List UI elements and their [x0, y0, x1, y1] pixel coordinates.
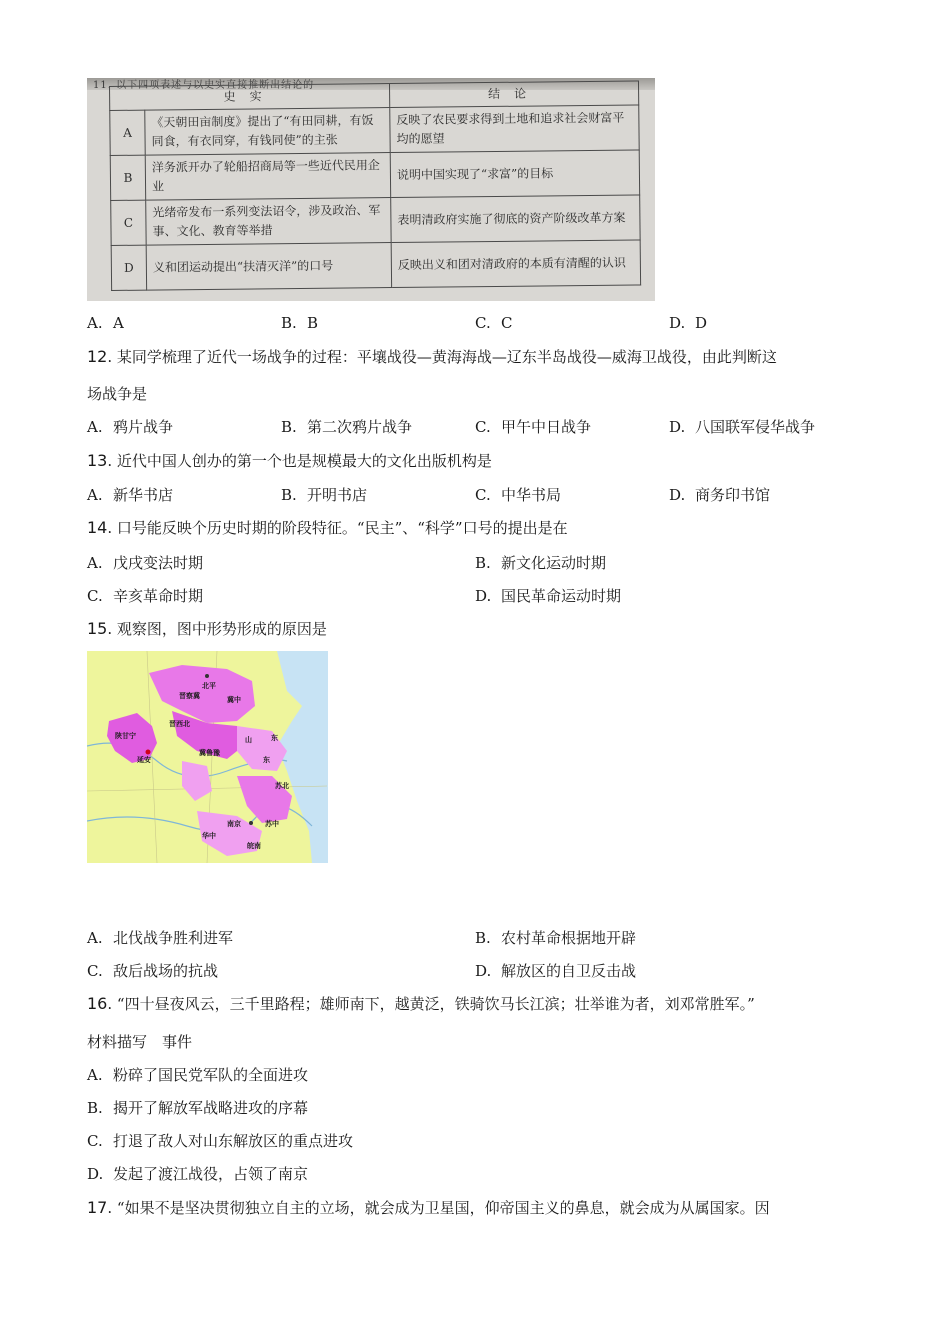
q15-option-a[interactable]: A. 北伐战争胜利进军	[87, 929, 234, 947]
q11-photo-caption: 11. 以下四项表述与以史实直接推断出结论的	[93, 80, 315, 91]
q15-map	[87, 651, 328, 863]
q11-option-a[interactable]: A. A	[87, 314, 124, 332]
q11-row	[110, 150, 639, 201]
q14-option-b[interactable]: B. 新文化运动时期	[475, 554, 607, 572]
q13-option-c[interactable]: C. 中华书局	[475, 486, 562, 504]
map-label-nanjing: 南京	[227, 820, 241, 828]
q11-row-conclusion: 反映出义和团对清政府的本质有清醒的认识	[391, 240, 640, 288]
q11-option-c[interactable]: C. C	[475, 314, 513, 332]
q11-table-photo	[87, 78, 655, 301]
map-label-shandong-shan: 山	[245, 736, 252, 744]
q15-number: 15	[87, 619, 108, 638]
q11-row-conclusion: 反映了农民要求得到土地和追求社会财富平均的愿望	[390, 105, 639, 153]
sea-area	[277, 651, 328, 863]
map-label-jinchaji: 晋察冀	[179, 692, 200, 700]
q11-row-conclusion: 表明清政府实施了彻底的资产阶级改革方案	[391, 195, 640, 243]
q13-number: 13	[87, 451, 108, 470]
q11-row-letter: A	[110, 110, 145, 155]
q15-stem: 15. 观察图，图中形势形成的原因是	[87, 619, 327, 638]
q14-option-d[interactable]: D. 国民革命运动时期	[475, 587, 622, 605]
q13-option-a[interactable]: A. 新华书店	[87, 486, 174, 504]
q15-option-c[interactable]: C. 敌后战场的抗战	[87, 962, 219, 980]
q15-option-d[interactable]: D. 解放区的自卫反击战	[475, 962, 637, 980]
map-label-yanan: 延安	[137, 756, 151, 764]
map-label-jinxibei: 晋西北	[169, 720, 190, 728]
beiping-dot	[205, 674, 209, 678]
q16-option-a[interactable]: A. 粉碎了国民党军队的全面进攻	[87, 1066, 309, 1084]
q11-table	[109, 80, 641, 291]
q17-stem: 17. “如果不是坚决贯彻独立自主的立场，就会成为卫星国，仰帝国主义的鼻息，就会成为从属国家。因	[87, 1198, 770, 1217]
q12-option-b[interactable]: B. 第二次鸦片战争	[281, 418, 413, 436]
q11-row	[111, 195, 640, 246]
q16-option-d[interactable]: D. 发起了渡江战役，占领了南京	[87, 1165, 309, 1183]
map-label-jizhong: 冀中	[227, 696, 241, 704]
map-label-jiluyu: 冀鲁豫	[199, 749, 220, 757]
q11-option-b[interactable]: B. B	[281, 314, 319, 332]
q12-option-d[interactable]: D. 八国联军侵华战争	[669, 418, 816, 436]
yanan-star	[146, 750, 151, 755]
map-label-subei: 苏北	[275, 782, 289, 790]
q13-option-d[interactable]: D. 商务印书馆	[669, 486, 771, 504]
q12-option-a[interactable]: A. 鸦片战争	[87, 418, 174, 436]
q11-row-fact: 义和团运动提出“扶清灭洋”的口号	[146, 243, 391, 291]
q11-row-letter: B	[110, 155, 145, 200]
map-label-huazhong: 华中	[202, 832, 216, 840]
map-label-beiping: 北平	[202, 682, 216, 690]
base-shandong	[237, 726, 287, 771]
nanjing-dot	[249, 821, 253, 825]
q16-option-c[interactable]: C. 打退了敌人对山东解放区的重点进攻	[87, 1132, 354, 1150]
q11-option-d[interactable]: D. D	[669, 314, 708, 332]
q17-number: 17	[87, 1198, 108, 1217]
q15-option-b[interactable]: B. 农村革命根据地开辟	[475, 929, 637, 947]
q12-option-c[interactable]: C. 甲午中日战争	[475, 418, 592, 436]
q12-stem-line1: 12. 某同学梳理了近代一场战争的过程：平壤战役—黄海海战—辽东半岛战役—威海卫战役，由此判断这	[87, 347, 777, 366]
map-label-shandong-dong: 东	[263, 756, 270, 764]
q13-option-b[interactable]: B. 开明书店	[281, 486, 368, 504]
map-label-wannan: 皖南	[247, 842, 261, 850]
base-jinsui	[182, 761, 212, 801]
q16-option-b[interactable]: B. 揭开了解放军战略进攻的序幕	[87, 1099, 309, 1117]
q16-stem-line1: 16. “四十昼夜风云，三千里路程；雄师南下，越黄泛，铁骑饮马长江滨；壮举谁为者，刘邓常胜军。”	[87, 994, 755, 1013]
q14-stem: 14. 口号能反映个历史时期的阶段特征。“民主”、“科学”口号的提出是在	[87, 518, 568, 537]
q13-stem: 13. 近代中国人创办的第一个也是规模最大的文化出版机构是	[87, 451, 492, 470]
base-jinchaji	[149, 665, 255, 723]
q11-row-fact: 《天朝田亩制度》提出了“有田同耕，有饭同食，有衣同穿，有钱同使”的主张	[145, 108, 390, 156]
q14-option-c[interactable]: C. 辛亥革命时期	[87, 587, 204, 605]
q12-stem-line2: 场战争是	[87, 385, 148, 403]
map-label-dong: 东	[271, 734, 278, 742]
q11-row-letter: C	[111, 200, 146, 245]
q14-number: 14	[87, 518, 108, 537]
q12-number: 12	[87, 347, 108, 366]
q11-row-conclusion: 说明中国实现了“求富”的目标	[390, 150, 639, 198]
map-label-suzhong: 苏中	[265, 820, 279, 828]
q11-header-conclusion: 结论	[389, 81, 638, 108]
q11-row-fact: 洋务派开办了轮船招商局等一些近代民用企业	[145, 153, 390, 201]
q11-row	[110, 105, 639, 156]
q16-stem-line2: 材料描写 事件	[87, 1033, 193, 1051]
q11-row-fact: 光绪帝发布一系列变法诏令，涉及政治、军事、文化、教育等举措	[146, 198, 391, 246]
q14-option-a[interactable]: A. 戊戌变法时期	[87, 554, 204, 572]
q11-header-fact: 史实	[110, 84, 390, 111]
q11-row	[111, 240, 640, 291]
map-label-shaanganning: 陕甘宁	[115, 732, 136, 740]
q16-number: 16	[87, 994, 108, 1013]
q11-row-letter: D	[111, 245, 146, 290]
